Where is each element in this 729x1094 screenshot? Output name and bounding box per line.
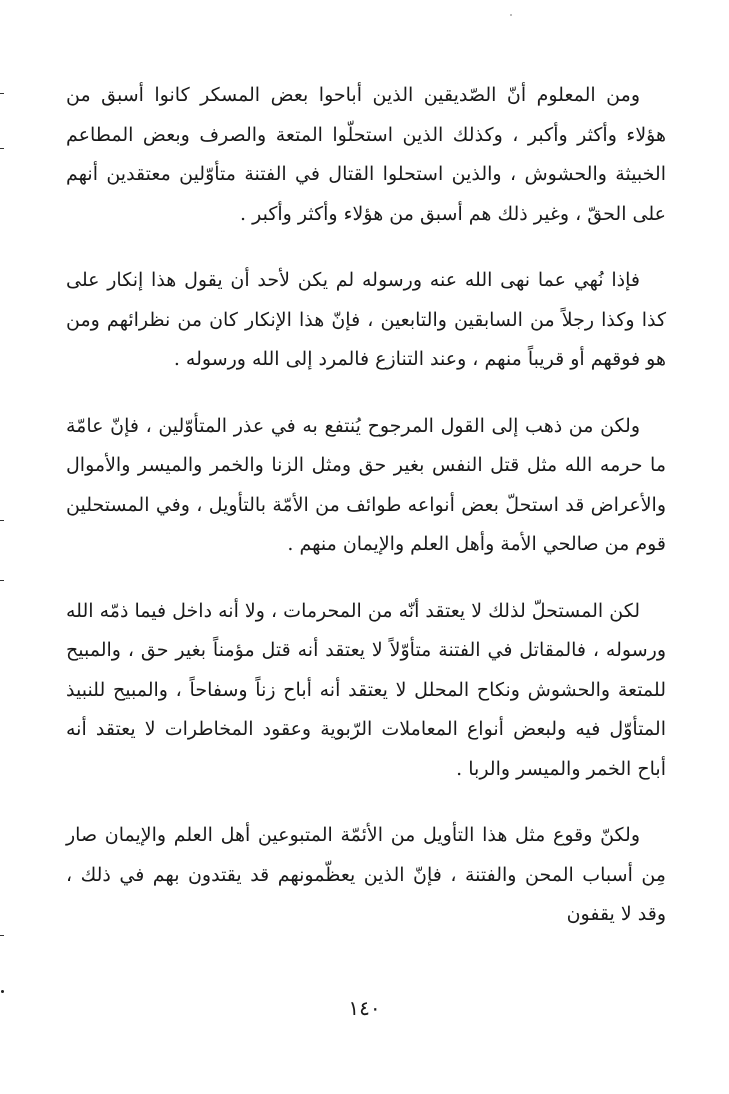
paragraph: لكن المستحلّ لذلك لا يعتقد أنّه من المحرمات ، ولا أنه داخل فيما ذمّه الله ورسوله ، فالمقاتل في الفتنة متأوّلاً لا يعتقد أنه قتل مؤمناً بغير حق ، والمبيح للمتعة والحشوش ونكاح المحلل لا يعتقد أنه أباح زناً وسفاحاً ، والمبيح للنبيذ المتأوّل فيه ولبعض أنواع المعاملات الرّبوية وعقود المخاطرات لا يعتقد أنه أباح الخمر والميسر والربا . [66,599,666,780]
margin-mark [0,520,4,521]
paragraph: ومن المعلوم أنّ الصّديقين الذين أباحوا بعض المسكر كانوا أسبق من هؤلاء وأكثر وأكبر ، وكذلك الذين استحلّوا المتعة والصرف وبعض المطاعم الخبيثة والحشوش ، والذين استحلوا القتال في الفتنة متأوّلين معتقدين أنهم على الحقّ ، وغير ذلك هم أسبق من هؤلاء وأكثر وأكبر . [66,84,666,225]
body-text [66,76,666,962]
paragraph: ولكن من ذهب إلى القول المرجوح يُنتفع به في عذر المتأوّلين ، فإنّ عامّة ما حرمه الله مثل قتل النفس بغير حق ومثل الزنا والخمر والميسر والأموال والأعراض قد استحلّ بعض أنواعه طوائف من الأمّة بالتأويل ، وفي المستحلين قوم من صالحي الأمة وأهل العلم والإيمان منهم . [66,414,666,555]
margin-mark [0,148,4,149]
scan-speck [510,14,512,16]
page-number: ١٤٠ [348,996,381,1020]
margin-dot [1,990,4,993]
margin-mark [0,93,4,94]
margin-mark [0,935,4,936]
paragraph: ولكنّ وقوع مثل هذا التأويل من الأئمّة المتبوعين أهل العلم والإيمان صار مِن أسباب المحن والفتنة ، فإنّ الذين يعظّمونهم قد يقتدون بهم في ذلك ، وقد لا يقفون [66,824,666,925]
margin-mark [0,580,4,581]
paragraph: فإذا نُهي عما نهى الله عنه ورسوله لم يكن لأحد أن يقول هذا إنكار على كذا وكذا رجلاً من السابقين والتابعين ، فإنّ هذا الإنكار كان من نظرائهم ومن هو فوقهم أو قريباً منهم ، وعند التنازع فالمرد إلى الله ورسوله . [66,269,666,370]
